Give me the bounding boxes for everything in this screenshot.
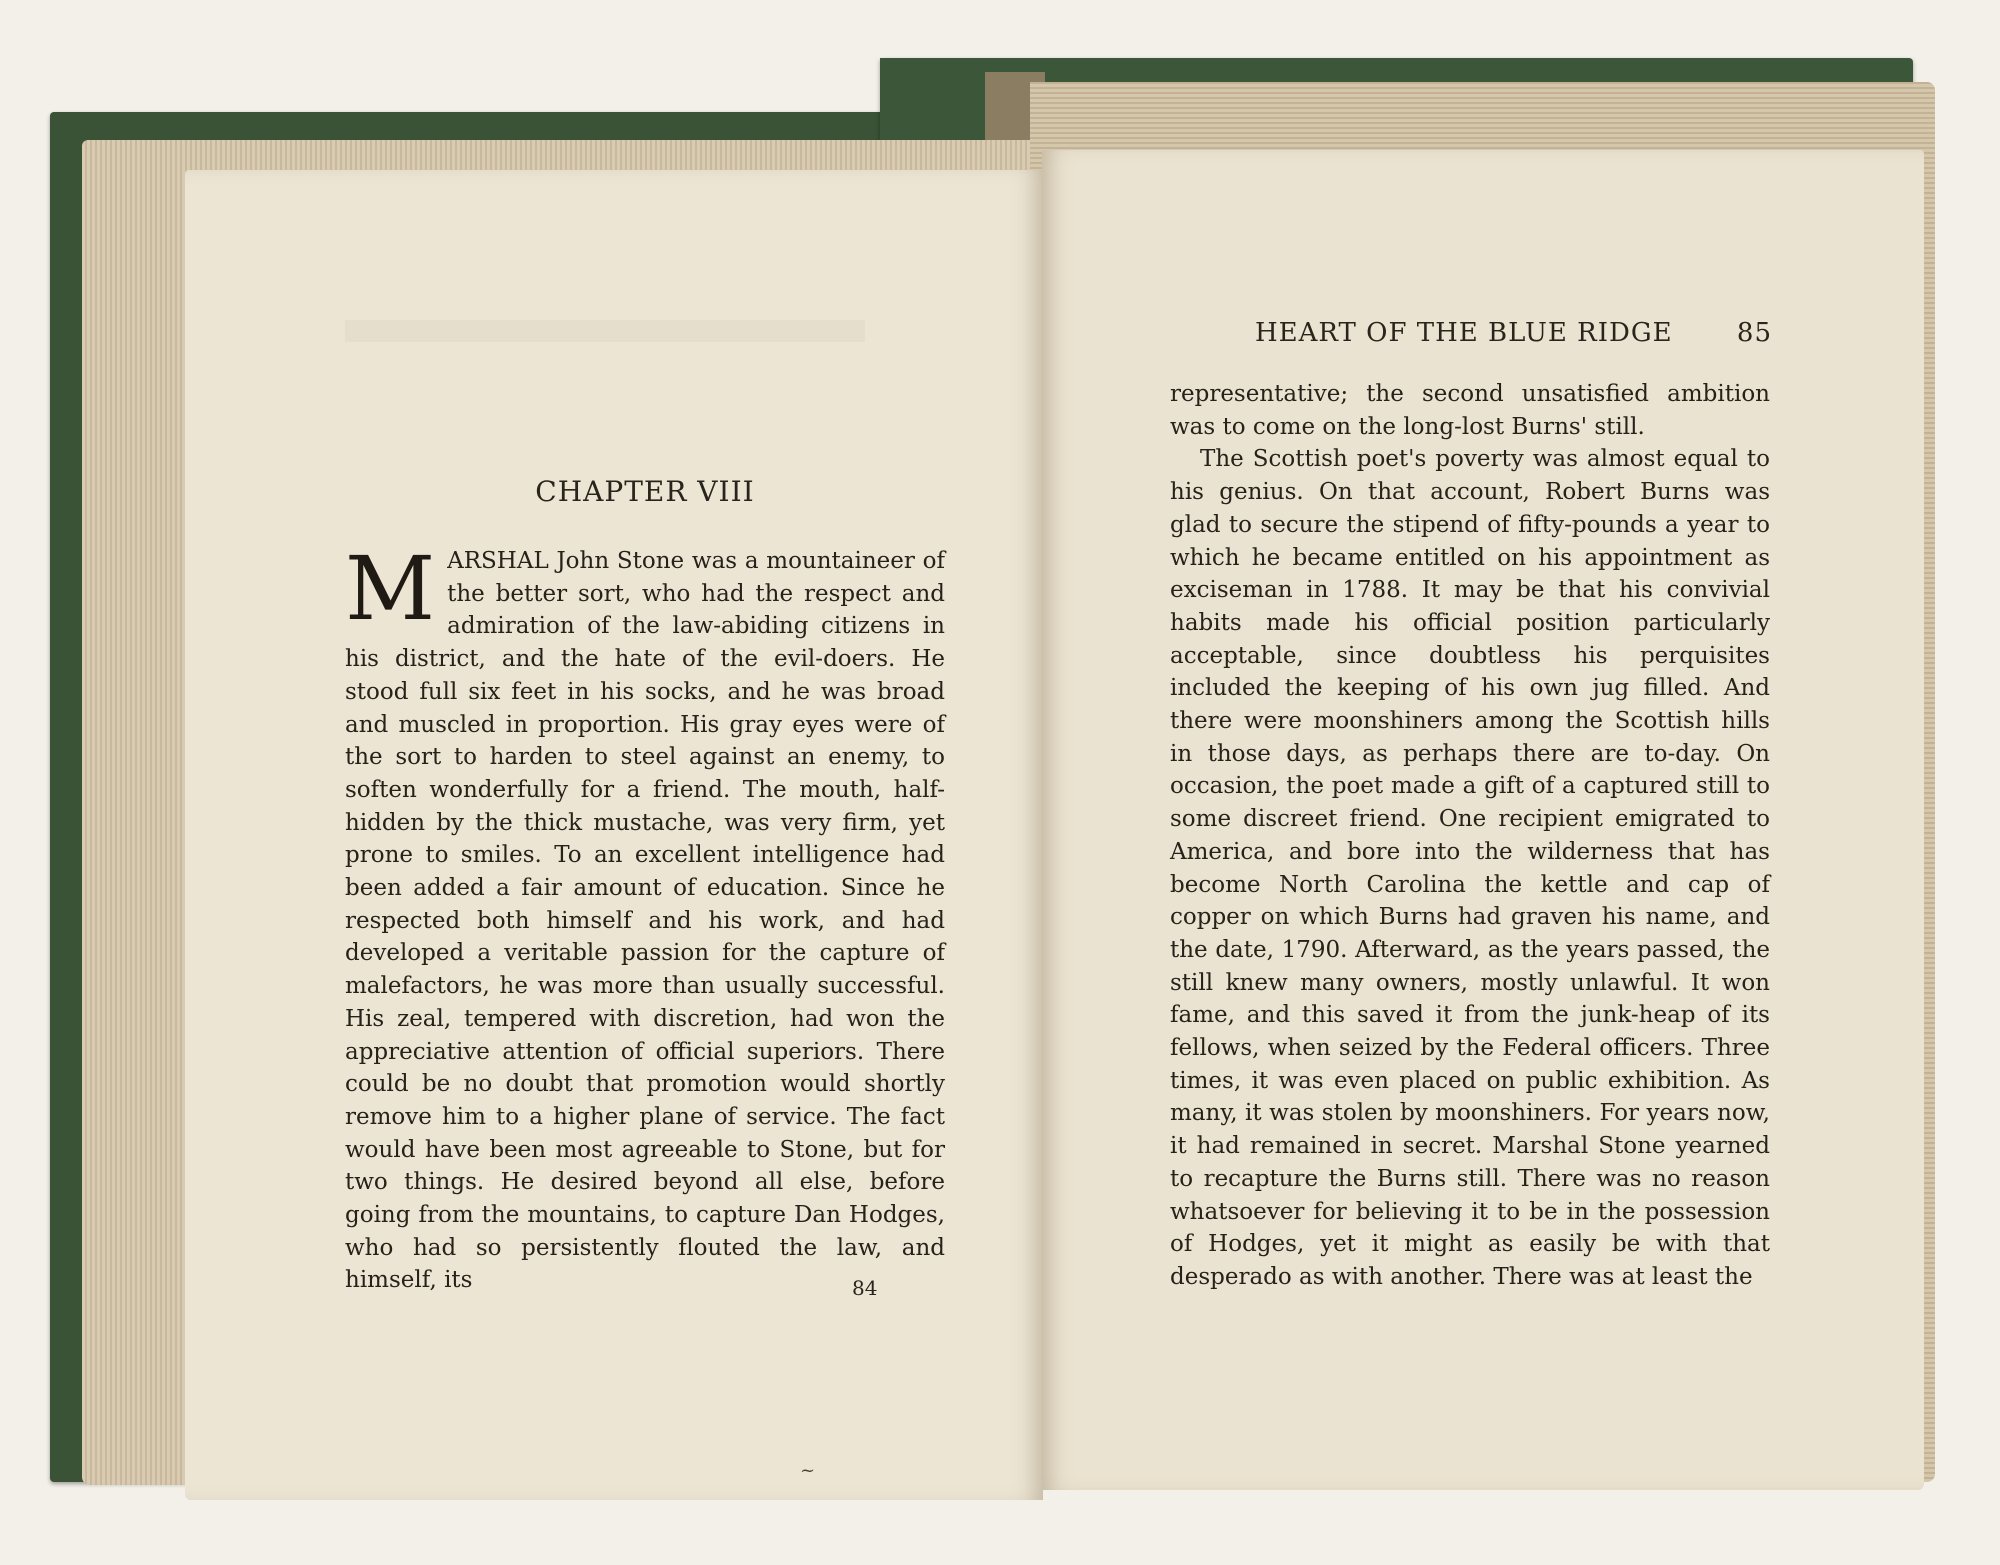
drop-cap: M (345, 537, 436, 640)
chapter-heading: CHAPTER VIII (535, 475, 755, 508)
left-page-text: ARSHAL John Stone was a mountaineer of the better sort, who had the respect and admiration of the law-abiding citizens in his district, and the hate of the evil-doers. He stood full six feet in his socks, and he was broad and muscled in proportion. His gray eyes were of the sort to harden to steel against an enemy, to soften wonderfully for a friend. The mouth, half-hidden by the thick mustache, was very firm, yet prone to smiles. To an excellent intelligence had been added a fair amount of education. Since he respected both himself and his work, and had developed a veritable passion for the capture of malefactors, he was more than usually successful. His zeal, tempered with discretion, had won the appreciative attention of official superiors. There could be no doubt that promotion would shortly remove him to a higher plane of service. The fact would have been most agreeable to Stone, but for two things. He desired beyond all else, before going from the mountains, to capture Dan Hodges, who had so persistently flouted the law, and himself, its (345, 548, 945, 1294)
right-page-number: 85 (1736, 318, 1772, 348)
right-paragraph-2: The Scottish poet's poverty was almost equal to his genius. On that account, Robert Burns was glad to secure the stipend of fifty-pounds a year to which he became entitled on his appointment as exciseman in 1788. It may be that his convivial habits made his official position particularly acceptable, since doubtless his perquisites included the keeping of his own jug filled. And there were moonshiners among the Scottish hills in those days, as perhaps there are to-day. On occasion, the poet made a gift of a captured still to some discreet friend. One recipient emigrated to America, and bore into the wilderness that has become North Carolina the kettle and cap of copper on which Burns had graven his name, and the date, 1790. Afterward, as the years passed, the still knew many owners, mostly unlawful. It won fame, and this saved it from the junk-heap of its fellows, when seized by the Federal officers. Three times, it was even placed on public exhibition. As many, it was stolen by moonshiners. For years now, it had remained in secret. Marshal Stone yearned to recapture the Burns still. There was no reason whatsoever for believing it to be in the possession of Hodges, yet it might as easily be with that desperado as with another. There was at least the (1170, 446, 1770, 1290)
running-head (1255, 318, 1772, 348)
left-page-body (345, 537, 945, 1297)
right-page-body (1170, 378, 1770, 1294)
left-page-number: 84 (852, 1276, 878, 1300)
gutter-mark: ~ (800, 1460, 816, 1481)
show-through-text (345, 320, 865, 342)
running-head-title: HEART OF THE BLUE RIDGE (1255, 318, 1673, 348)
right-paragraph-1: representative; the second unsatisfied ambition was to come on the long-lost Burns' still. (1170, 381, 1770, 440)
